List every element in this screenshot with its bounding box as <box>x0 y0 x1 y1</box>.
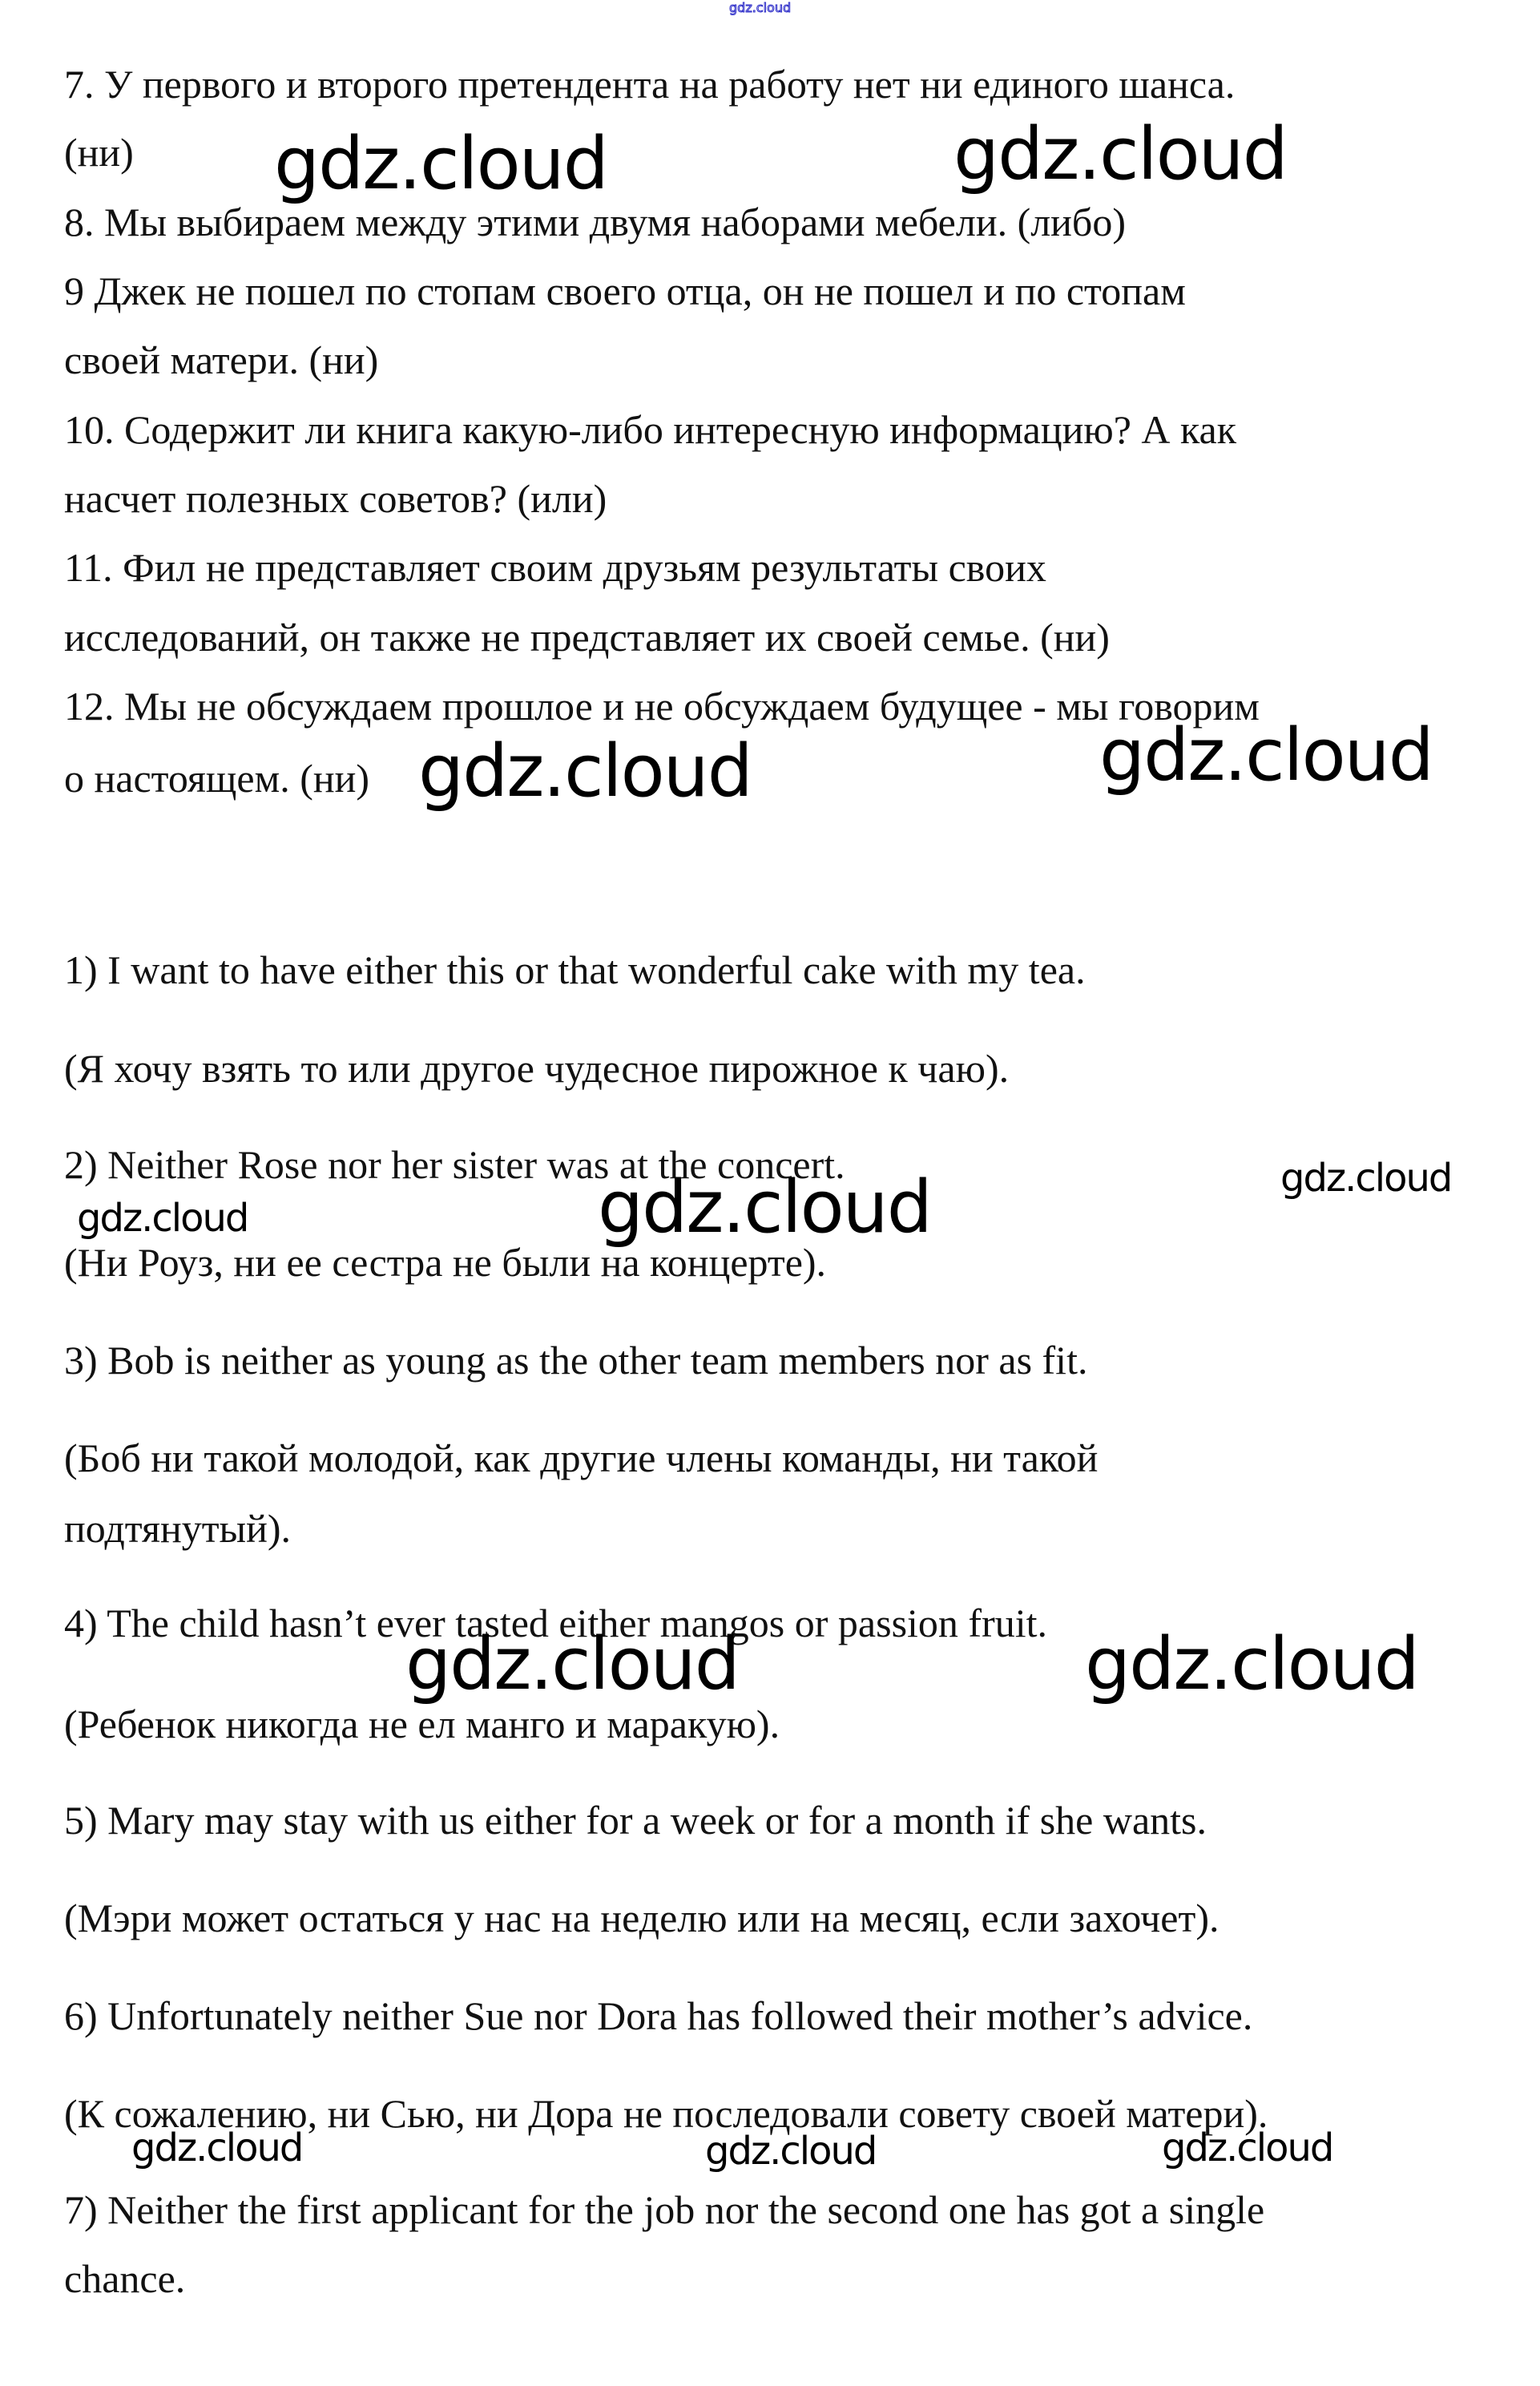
watermark: gdz.cloud <box>1085 1622 1418 1706</box>
text-line: своей матери. (ни) <box>64 337 379 382</box>
watermark: gdz.cloud <box>77 1196 248 1241</box>
answer-line: (Ребенок никогда не ел манго и маракую). <box>64 1702 780 1746</box>
watermark: gdz.cloud <box>598 1165 931 1250</box>
answer-line: (К сожалению, ни Сью, ни Дора не последовали совету своей матери). <box>64 2091 1268 2136</box>
watermark: gdz.cloud <box>274 122 607 206</box>
watermark: gdz.cloud <box>131 2126 303 2170</box>
answer-line: (Я хочу взять то или другое чудесное пирожное к чаю). <box>64 1046 1010 1091</box>
text-line: 7. У первого и второго претендента на работу нет ни единого шанса. <box>64 62 1236 107</box>
text-line: исследований, он также не представляет их своей семье. (ни) <box>64 615 1110 660</box>
answer-line: 2) Neither Rose nor her sister was at the concert. <box>64 1142 845 1187</box>
text-line: 12. Мы не обсуждаем прошлое и не обсуждаем будущее - мы говорим <box>64 684 1260 729</box>
answer-line: 5) Mary may stay with us either for a week or for a month if she wants. <box>64 1798 1207 1843</box>
watermark: gdz.cloud <box>1162 2126 1333 2170</box>
text-line: 10. Содержит ли книга какую-либо интересную информацию? А как <box>64 407 1237 452</box>
watermark: gdz.cloud <box>405 1622 739 1706</box>
text-line: насчет полезных советов? (или) <box>64 476 607 521</box>
answer-line: chance. <box>64 2256 186 2301</box>
answer-line: 4) The child hasn’t ever tasted either mangos or passion fruit. <box>64 1601 1048 1645</box>
watermark: gdz.cloud <box>953 112 1287 196</box>
watermark: gdz.cloud <box>705 2129 877 2174</box>
answer-line: (Боб ни такой молодой, как другие члены команды, ни такой <box>64 1435 1099 1480</box>
answer-line: 1) I want to have either this or that wonderful cake with my tea. <box>64 947 1086 992</box>
text-line: о настоящем. (ни) <box>64 756 370 801</box>
answer-line: 3) Bob is neither as young as the other team members nor as fit. <box>64 1338 1088 1383</box>
watermark: gdz.cloud <box>1099 713 1433 797</box>
watermark: gdz.cloud <box>418 729 752 814</box>
watermark: gdz.cloud <box>1280 1156 1452 1201</box>
text-line: 11. Фил не представляет своим друзьям результаты своих <box>64 545 1046 590</box>
text-line: 8. Мы выбираем между этими двумя наборами мебели. (либо) <box>64 200 1127 244</box>
text-line: 9 Джек не пошел по стопам своего отца, он не пошел и по стопам <box>64 268 1186 313</box>
answer-line: (Ни Роуз, ни ее сестра не были на концерте). <box>64 1240 827 1285</box>
text-line: (ни) <box>64 130 134 175</box>
watermark-top: gdz.cloud <box>729 0 792 15</box>
answer-line: 6) Unfortunately neither Sue nor Dora has followed their mother’s advice. <box>64 1993 1253 2038</box>
answer-line: (Мэри может остаться у нас на неделю или на месяц, если захочет). <box>64 1895 1220 1940</box>
answer-line: подтянутый). <box>64 1506 292 1551</box>
answer-line: 7) Neither the first applicant for the job nor the second one has got a single <box>64 2187 1265 2232</box>
